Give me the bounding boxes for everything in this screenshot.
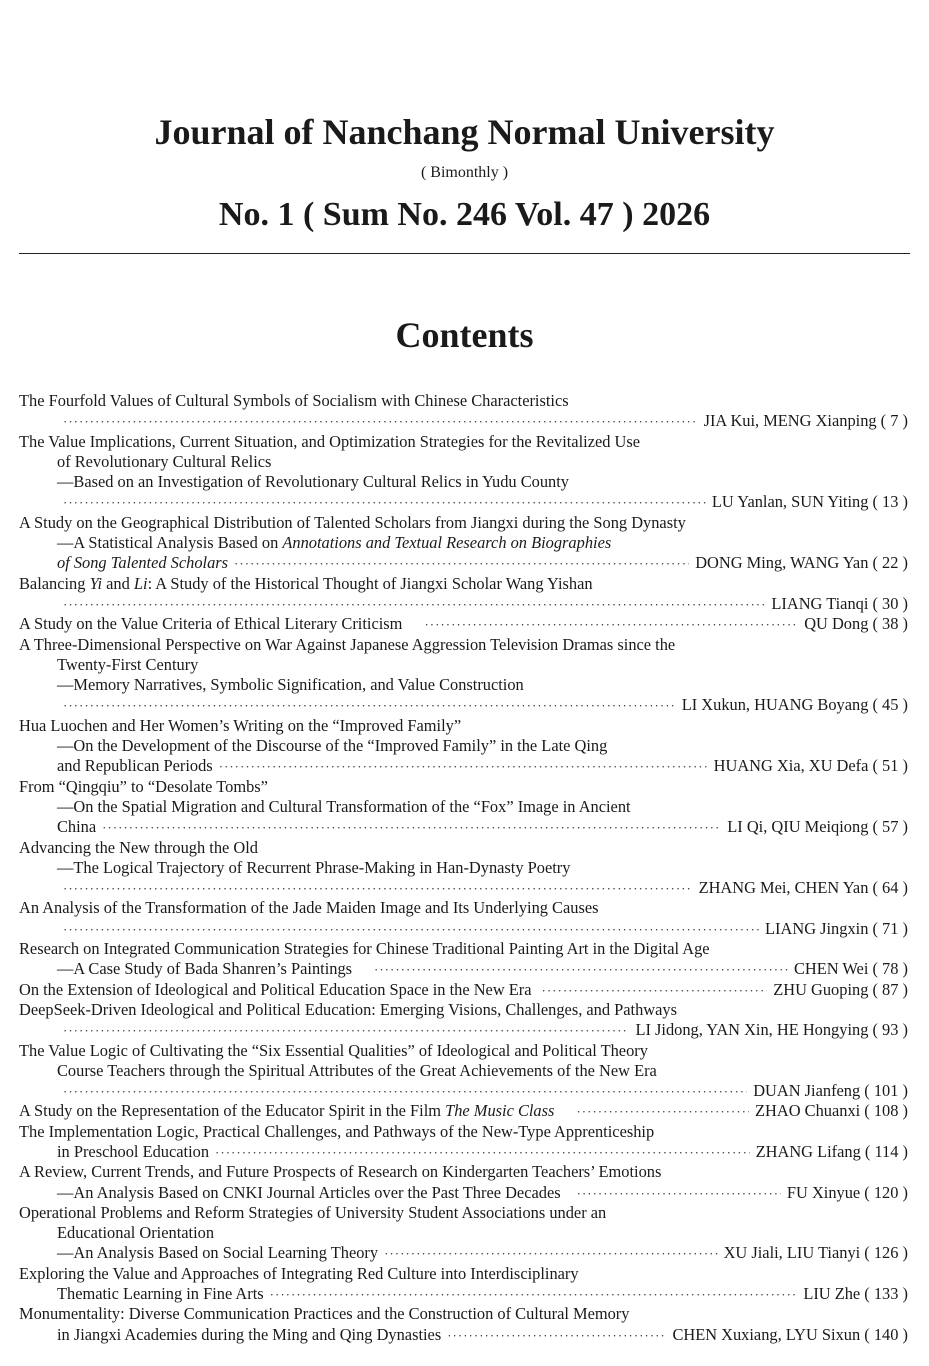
toc-entry-authors: JIA Kui, MENG Xianping ( 7 ) bbox=[703, 411, 908, 431]
toc-entry-authors: ZHANG Lifang ( 114 ) bbox=[755, 1141, 908, 1161]
contents-heading: Contents bbox=[395, 315, 534, 355]
toc-entry-subtitle-cont: China bbox=[57, 817, 97, 837]
toc-entry-title-cont: Educational Orientation bbox=[57, 1223, 215, 1243]
toc-entry-authors: LIU Zhe ( 133 ) bbox=[803, 1284, 908, 1304]
toc-entry-title: DeepSeek-Driven Ideological and Political Education: Emerging Visions, Challenges, and Pathways bbox=[19, 999, 677, 1019]
toc-entry-authors: LI Qi, QIU Meiqiong ( 57 ) bbox=[727, 817, 908, 837]
toc-entry-authors: LIANG Jingxin ( 71 ) bbox=[765, 918, 908, 938]
toc-entry-title: On the Extension of Ideological and Political Education Space in the New Era bbox=[19, 979, 532, 999]
toc-entry-leader bbox=[19, 1183, 908, 1203]
toc-entry-leader bbox=[19, 817, 908, 837]
dot-leader bbox=[102, 818, 721, 838]
dot-leader bbox=[447, 1326, 666, 1346]
toc-entry-title: An Analysis of the Transformation of the Jade Maiden Image and Its Underlying Causes bbox=[19, 898, 599, 918]
toc-entry-title-cont: Course Teachers through the Spiritual Attributes of the Great Achievements of the New Era bbox=[57, 1060, 657, 1080]
toc-entry-authors: ZHU Guoping ( 87 ) bbox=[773, 979, 908, 999]
dot-leader bbox=[384, 1244, 718, 1264]
toc-entry-leader bbox=[19, 411, 908, 431]
toc-entry-subtitle: —The Logical Trajectory of Recurrent Phrase-Making in Han-Dynasty Poetry bbox=[57, 857, 571, 877]
toc-entry-title: The Fourfold Values of Cultural Symbols of Socialism with Chinese Characteristics bbox=[19, 391, 569, 410]
toc-entry-title: Advancing the New through the Old bbox=[19, 837, 258, 857]
toc-entry-authors: FU Xinyue ( 120 ) bbox=[786, 1182, 908, 1202]
dot-leader bbox=[576, 1102, 749, 1122]
toc-entry-authors: LU Yanlan, SUN Yiting ( 13 ) bbox=[711, 492, 908, 512]
toc-entry-authors: ZHAO Chuanxi ( 108 ) bbox=[755, 1101, 908, 1121]
book-title-cont: of Song Talented Scholars bbox=[57, 553, 229, 573]
dot-leader bbox=[270, 1285, 798, 1305]
title-part: and bbox=[102, 573, 134, 593]
toc-entry-title: A Three-Dimensional Perspective on War Against Japanese Aggression Television Dramas since the bbox=[19, 634, 676, 654]
toc-entry-subtitle: —An Analysis Based on CNKI Journal Articles over the Past Three Decades bbox=[57, 1182, 561, 1202]
dot-leader bbox=[542, 981, 768, 1001]
toc-entry-title: A Review, Current Trends, and Future Prospects of Research on Kindergarten Teachers’ Emotions bbox=[19, 1162, 662, 1182]
title-part: A Study on the Representation of the Educator Spirit in the Film bbox=[19, 1101, 446, 1121]
toc-entry-subtitle: —A Case Study of Bada Shanren’s Paintings bbox=[57, 959, 353, 979]
toc-entry-subtitle-cont: and Republican Periods bbox=[57, 756, 213, 776]
dot-leader bbox=[424, 615, 798, 635]
toc-entry-authors: HUANG Xia, XU Defa ( 51 ) bbox=[713, 756, 908, 776]
toc-entry-leader bbox=[19, 1325, 908, 1345]
dot-leader bbox=[63, 1021, 629, 1041]
toc-entry-authors: ZHANG Mei, CHEN Yan ( 64 ) bbox=[698, 878, 908, 898]
toc-entry-title: The Value Implications, Current Situation, and Optimization Strategies for the Revitalized Use bbox=[19, 431, 641, 451]
toc-entry-leader bbox=[19, 492, 908, 512]
dot-leader bbox=[63, 412, 698, 432]
toc-entry-leader bbox=[19, 1081, 908, 1101]
toc-entry-title bbox=[19, 1101, 554, 1121]
toc-entry-leader bbox=[19, 695, 908, 715]
toc-entry-title: Operational Problems and Reform Strategies of University Student Associations under an bbox=[19, 1202, 607, 1222]
toc-entry-title-cont: in Jiangxi Academies during the Ming and Qing Dynasties bbox=[57, 1324, 442, 1344]
toc-entry-leader bbox=[19, 878, 908, 898]
toc-entry-subtitle: —On the Spatial Migration and Cultural Transformation of the “Fox” Image in Ancient bbox=[57, 796, 631, 816]
toc-entry-title: From “Qingqiu” to “Desolate Tombs” bbox=[19, 776, 268, 796]
toc-entry-title: The Value Logic of Cultivating the “Six Essential Qualities” of Ideological and Political Theory bbox=[19, 1040, 648, 1060]
toc-entry-leader bbox=[19, 553, 908, 573]
dot-leader bbox=[215, 1143, 750, 1163]
dot-leader bbox=[219, 757, 708, 777]
toc-entry-title: A Study on the Value Criteria of Ethical Literary Criticism bbox=[19, 614, 403, 634]
title-italic: Yi bbox=[89, 573, 103, 593]
toc-entry-leader bbox=[19, 756, 908, 776]
dot-leader bbox=[234, 554, 689, 574]
dot-leader bbox=[63, 879, 693, 899]
toc-entry-authors: XU Jiali, LIU Tianyi ( 126 ) bbox=[723, 1243, 908, 1263]
toc-entry-leader bbox=[19, 1142, 908, 1162]
toc-entry-title: Hua Luochen and Her Women’s Writing on the “Improved Family” bbox=[19, 715, 462, 735]
toc-entry-leader bbox=[19, 614, 908, 634]
toc-entry-authors: LI Xukun, HUANG Boyang ( 45 ) bbox=[681, 695, 908, 715]
toc-entry-title bbox=[19, 574, 908, 594]
title-part: Balancing bbox=[19, 573, 90, 593]
toc-entry-authors: DUAN Jianfeng ( 101 ) bbox=[753, 1081, 908, 1101]
toc-entry-title: The Implementation Logic, Practical Challenges, and Pathways of the New-Type Apprenticeship bbox=[19, 1121, 655, 1141]
toc-entry-title-cont: Thematic Learning in Fine Arts bbox=[57, 1284, 264, 1304]
toc-entry-subtitle: —On the Development of the Discourse of the “Improved Family” in the Late Qing bbox=[57, 736, 608, 756]
title-part: : A Study of the Historical Thought of Jiangxi Scholar Wang Yishan bbox=[147, 573, 593, 593]
toc-entry-subtitle: —Memory Narratives, Symbolic Signification, and Value Construction bbox=[57, 675, 524, 695]
dot-leader bbox=[63, 696, 676, 716]
toc-entry-title: Exploring the Value and Approaches of Integrating Red Culture into Interdisciplinary bbox=[19, 1263, 579, 1283]
toc-entry-title: Monumentality: Diverse Communication Practices and the Construction of Cultural Memory bbox=[19, 1304, 630, 1324]
toc-entry-authors: CHEN Wei ( 78 ) bbox=[793, 959, 908, 979]
toc-entry-leader bbox=[19, 1243, 908, 1263]
toc-entry-authors: LI Jidong, YAN Xin, HE Hongying ( 93 ) bbox=[635, 1020, 908, 1040]
toc-entry-authors: QU Dong ( 38 ) bbox=[804, 614, 908, 634]
toc-entry-title-cont: of Revolutionary Cultural Relics bbox=[57, 451, 272, 471]
table-of-contents bbox=[19, 391, 908, 1345]
toc-entry-subtitle bbox=[19, 533, 908, 553]
toc-entry-title: Research on Integrated Communication Strategies for Chinese Traditional Painting Art in the Digital Age bbox=[19, 939, 710, 959]
dot-leader bbox=[63, 1082, 747, 1102]
toc-entry-subtitle: —Based on an Investigation of Revolutionary Cultural Relics in Yudu County bbox=[57, 472, 569, 492]
toc-entry-leader bbox=[19, 1020, 908, 1040]
header-divider bbox=[19, 253, 910, 254]
issue-line: No. 1 ( Sum No. 246 Vol. 47 ) 2026 bbox=[218, 196, 711, 233]
book-title: Annotations and Textual Research on Biographies bbox=[282, 533, 612, 553]
dot-leader bbox=[63, 920, 759, 940]
toc-entry-subtitle: —An Analysis Based on Social Learning Theory bbox=[57, 1243, 379, 1263]
dot-leader bbox=[577, 1184, 781, 1204]
dot-leader bbox=[63, 595, 765, 615]
toc-entry-leader bbox=[19, 1101, 908, 1121]
journal-title: Journal of Nanchang Normal University bbox=[154, 112, 775, 152]
title-italic: Li bbox=[133, 573, 148, 593]
toc-entry-leader bbox=[19, 919, 908, 939]
toc-entry-title-cont: in Preschool Education bbox=[57, 1141, 210, 1161]
toc-entry-leader bbox=[19, 980, 908, 1000]
toc-entry-leader bbox=[19, 1284, 908, 1304]
publication-frequency: ( Bimonthly ) bbox=[420, 164, 509, 181]
subtitle-prefix: —A Statistical Analysis Based on bbox=[57, 533, 283, 553]
toc-entry-title: A Study on the Geographical Distribution of Talented Scholars from Jiangxi during the Song Dynasty bbox=[19, 512, 686, 532]
film-title: The Music Class bbox=[445, 1101, 555, 1121]
toc-entry-title-cont: Twenty-First Century bbox=[57, 654, 199, 674]
toc-entry-leader bbox=[19, 594, 908, 614]
toc-entry-leader bbox=[19, 959, 908, 979]
toc-entry-authors: LIANG Tianqi ( 30 ) bbox=[771, 593, 908, 613]
dot-leader bbox=[374, 960, 788, 980]
dot-leader bbox=[63, 493, 706, 513]
toc-entry-authors: CHEN Xuxiang, LYU Sixun ( 140 ) bbox=[672, 1324, 908, 1344]
toc-entry-authors: DONG Ming, WANG Yan ( 22 ) bbox=[695, 553, 908, 573]
